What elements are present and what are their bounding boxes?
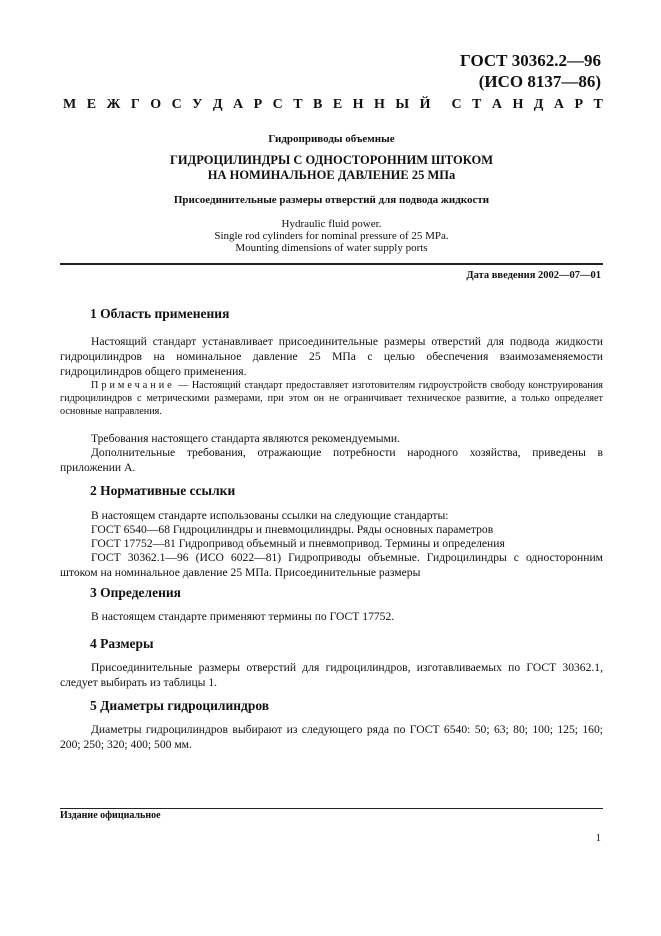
paragraph-recommended: Требования настоящего стандарта являются рекомендуемыми.	[91, 432, 400, 445]
header-divider	[60, 263, 603, 265]
section-heading-references: 2 Нормативные ссылки	[90, 483, 236, 498]
banner-letter: А	[233, 97, 244, 112]
iso-code: (ИСО 8137—86)	[478, 72, 601, 91]
banner-letter: М	[63, 97, 77, 112]
banner-letter: Н	[352, 97, 364, 112]
banner-letter: А	[491, 97, 502, 112]
interstate-standard-banner	[63, 97, 603, 113]
english-title-line-3: Mounting dimensions of water supply ports	[235, 242, 428, 254]
banner-letter: С	[272, 97, 283, 112]
banner-letter: Ы	[395, 97, 410, 112]
paragraph-definitions: В настоящем стандарте применяют термины по ГОСТ 17752.	[91, 610, 395, 623]
banner-letter: Т	[593, 97, 603, 112]
banner-letter: Е	[332, 97, 343, 112]
banner-letter: Е	[86, 97, 97, 112]
banner-letter: В	[313, 97, 323, 112]
document-title-line-1: ГИДРОЦИЛИНДРЫ С ОДНОСТОРОННИМ ШТОКОМ	[169, 153, 494, 167]
paragraph-scope: Настоящий стандарт устанавливает присоединительные размеры отверстий для подвода жидкости гидроцилиндров на номинальное давление 25 МПа с целью обеспечения взаимозаменяемости гидроцилиндров общего применения.	[60, 335, 603, 378]
reference-item: ГОСТ 6540—68 Гидроцилиндры и пневмоцилиндры. Ряды основных параметров	[91, 523, 494, 536]
document-subtitle: Присоединительные размеры отверстий для подвода жидкости	[173, 194, 490, 206]
section-heading-scope: 1 Область применения	[90, 306, 230, 321]
standard-code: ГОСТ 30362.2—96	[460, 51, 601, 70]
reference-item: ГОСТ 17752—81 Гидропривод объемный и пневмопривод. Термины и определения	[91, 537, 505, 550]
banner-letter: Ж	[106, 97, 121, 112]
banner-letter: Т	[293, 97, 303, 112]
paragraph-diameters: Диаметры гидроцилиндров выбирают из следующего ряда по ГОСТ 6540: 50; 63; 80; 100; 125; 160; 200; 250; 320; 400; 500 мм.	[60, 723, 603, 751]
banner-letter: Н	[374, 97, 385, 112]
banner-letter: Й	[419, 97, 431, 112]
banner-letter: С	[451, 97, 462, 112]
banner-letter: У	[192, 97, 203, 112]
page-number: 1	[595, 832, 601, 844]
paragraph-references-intro: В настоящем стандарте использованы ссылки на следующие стандарты:	[91, 509, 449, 522]
banner-letter: Д	[533, 97, 544, 112]
banner-letter: О	[150, 97, 162, 112]
banner-letter: А	[553, 97, 565, 112]
note-label: Примечание	[91, 380, 175, 391]
english-title-line-1: Hydraulic fluid power.	[281, 218, 382, 230]
banner-letter: Т	[472, 97, 482, 112]
banner-letter: Д	[212, 97, 223, 112]
footer-divider	[60, 808, 603, 809]
section-heading-definitions: 3 Определения	[90, 585, 181, 600]
document-title-line-2: НА НОМИНАЛЬНОЕ ДАВЛЕНИЕ 25 МПа	[207, 168, 456, 182]
banner-letter: Р	[253, 97, 263, 112]
banner-letter: С	[171, 97, 182, 112]
note-text: — Настоящий стандарт предоставляет изготовителям гидроустройств свободу конструирования гидроцилиндров с метрическими размерами, при этом он не ограничивает техническое развитие, а только определяет основные направления.	[60, 380, 603, 417]
banner-letter: Г	[130, 97, 140, 112]
paragraph-additional: Дополнительные требования, отражающие потребности народного хозяйства, приведены в приложении А.	[60, 446, 603, 474]
official-edition-label: Издание официальное	[60, 810, 161, 821]
reference-item: ГОСТ 30362.1—96 (ИСО 6022—81) Гидроприводы объемные. Гидроцилиндры с односторонним штоком на номинальное давление 25 МПа. Присоединительные размеры	[60, 551, 603, 579]
banner-letter: Р	[574, 97, 584, 112]
english-title-line-2: Single rod cylinders for nominal pressure of 25 MPa.	[214, 230, 449, 242]
note-paragraph	[60, 380, 603, 418]
banner-letter: Н	[512, 97, 524, 112]
paragraph-dimensions: Присоединительные размеры отверстий для гидроцилиндров, изготавливаемых по ГОСТ 30362.1, следует выбирать из таблицы 1.	[60, 661, 603, 689]
effective-date: Дата введения 2002—07—01	[466, 270, 601, 281]
section-heading-dimensions: 4 Размеры	[90, 636, 154, 651]
section-heading-diameters: 5 Диаметры гидроцилиндров	[90, 698, 270, 713]
document-category: Гидроприводы объемные	[268, 133, 395, 145]
